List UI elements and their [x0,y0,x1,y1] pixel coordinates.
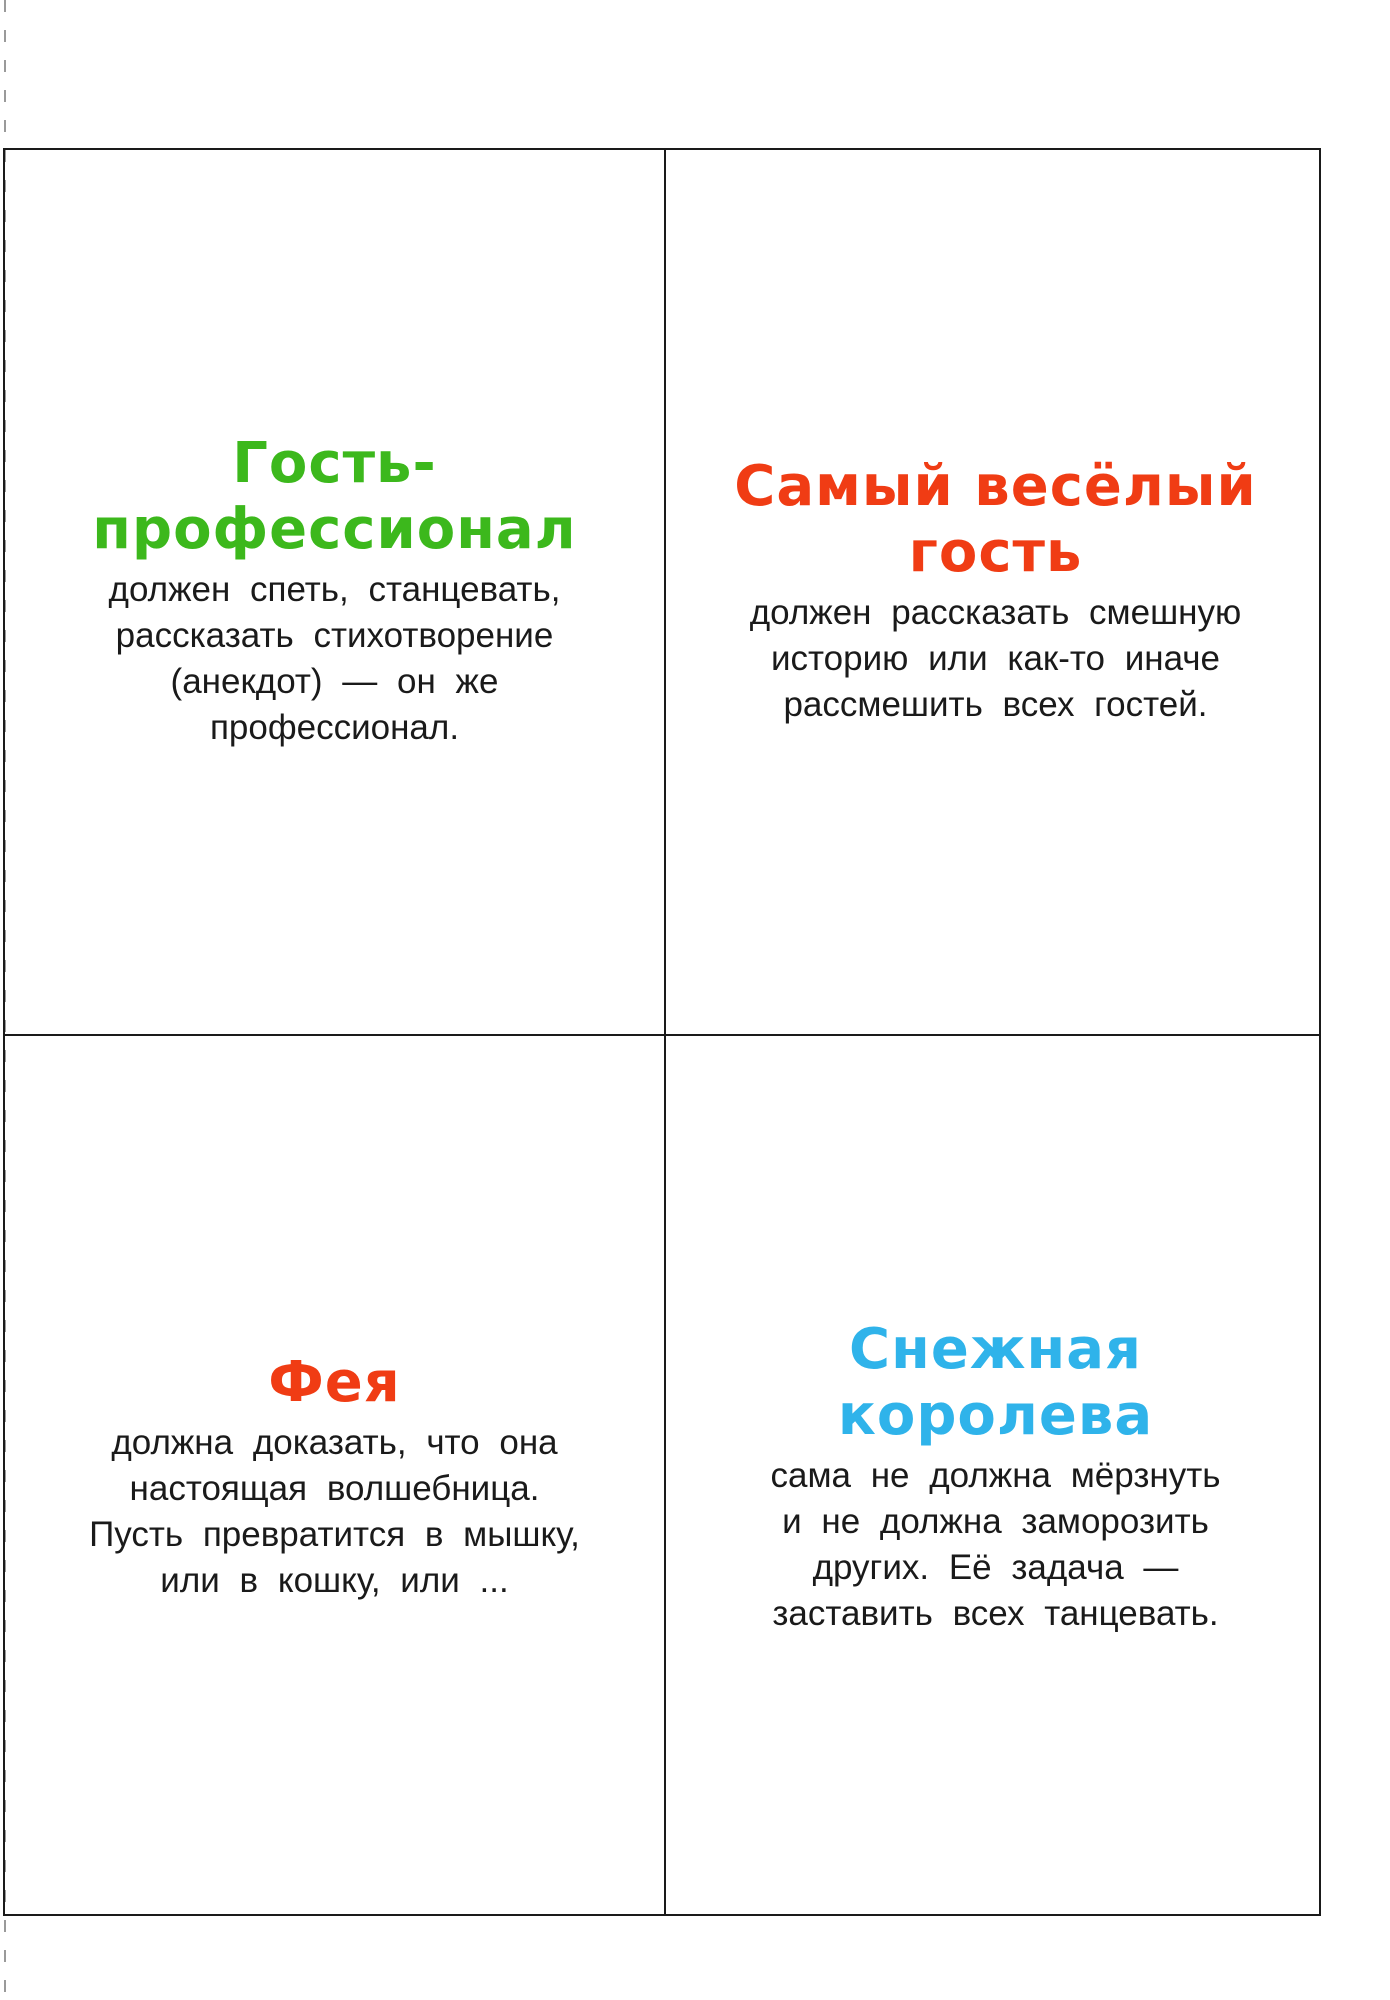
card-guest-professional [5,150,664,1032]
card-description: сама не должна мёрзнуть и не должна заморозить других. Её задача — заставить всех танцевать. [770,1455,1221,1634]
card-description: должна доказать, что она настоящая волшебница. Пусть превратится в мышку, или в кошку, или ... [89,1422,580,1601]
card-title: Гость- профессионал [92,430,577,562]
card-description: должен спеть, станцевать, рассказать стихотворение (анекдот) — он же профессионал. [108,569,561,748]
card-snow-queen [666,1036,1325,1918]
card-title: Снежная королева [837,1316,1154,1448]
card-title: Фея [268,1349,401,1415]
card-description: должен рассказать смешную историю или как-то иначе рассмешить всех гостей. [749,592,1242,725]
card-grid [3,148,1321,1916]
card-funniest-guest [666,150,1325,1032]
card-title: Самый весёлый гость [734,453,1257,585]
card-fairy [5,1036,664,1918]
